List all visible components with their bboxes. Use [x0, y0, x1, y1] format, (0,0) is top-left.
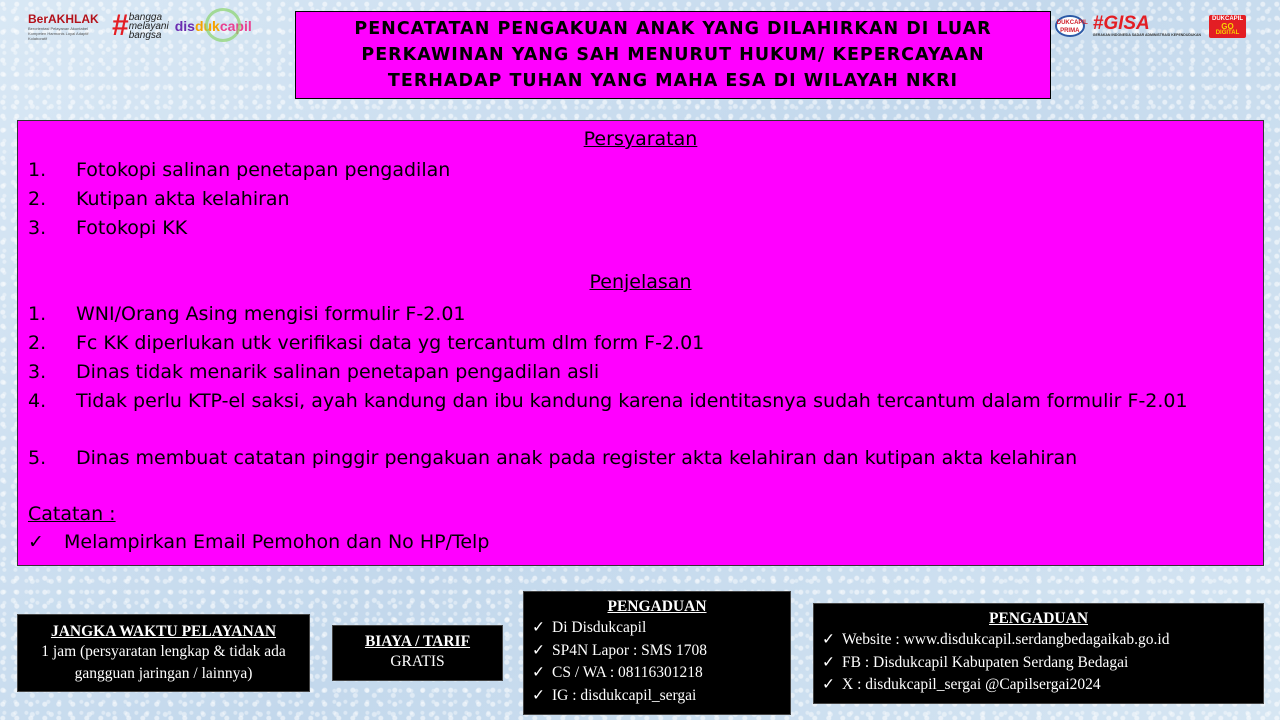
pengaduan-item-text: CS / WA : 08116301218 [552, 664, 703, 681]
check-icon: ✓ [532, 664, 545, 681]
check-icon: ✓ [28, 531, 44, 553]
pengaduan-item [524, 640, 790, 663]
hash-icon: # [112, 9, 129, 42]
dukcapil-prima-logo [1055, 15, 1088, 37]
main-content-box [17, 120, 1264, 566]
bangga-line-2: melayani [128, 20, 169, 32]
item-text: Fc KK diperlukan utk verifikasi data yg tercantum dlm form F-2.01 [76, 332, 705, 354]
title-box [295, 11, 1051, 99]
item-text: Fotokopi KK [76, 217, 188, 239]
biaya-tarif-value: GRATIS [390, 653, 445, 670]
prima-line-2: PRIMA [1060, 28, 1080, 34]
pengaduan-item [814, 629, 1263, 652]
prima-line-1: DUKCAPIL [1056, 20, 1088, 26]
bangga-line-3: bangsa [128, 29, 162, 41]
page-title: PENCATATAN PENGAKUAN ANAK YANG DILAHIRKAN DI LUAR PERKAWINAN YANG SAH MENURUT HUKUM/ KEPERCAYAAN TERHADAP TUHAN YANG MAHA ESA DI WILAYAH NKRI [354, 19, 992, 91]
pengaduan-list [524, 617, 790, 707]
disdukcapil-logo [175, 18, 252, 34]
bangga-line-1: bangga [128, 11, 163, 23]
bangga-text [129, 13, 169, 40]
jangka-waktu-text: 1 jam (persyaratan lengkap & tidak ada gangguan jaringan / lainnya) [41, 643, 286, 682]
dukcapil-go-digital-logo [1209, 15, 1246, 38]
penjelasan-heading: Penjelasan [589, 271, 692, 293]
pengaduan-heading: PENGADUAN [607, 598, 707, 615]
pengaduan-facebook: FB : Disdukcapil Kabupaten Serdang Bedagai [842, 653, 1129, 671]
disdukcapil-part-1: dis [174, 18, 195, 34]
disdukcapil-ring-icon [205, 8, 241, 42]
pengaduan-item [814, 674, 1263, 697]
pengaduan-item-text: SP4N Lapor : SMS 1708 [552, 641, 708, 659]
item-text: WNI/Orang Asing mengisi formulir F-2.01 [76, 303, 466, 325]
berakhlak-text: BerAKHLAK [28, 11, 99, 26]
item-number: 4. [28, 390, 47, 412]
pengaduan-item [524, 685, 790, 708]
item-text: Tidak perlu KTP-el saksi, ayah kandung dan ibu kandung karena identitasnya sudah tercantum dalam formulir F-2.01 [76, 390, 1188, 412]
check-icon: ✓ [822, 676, 835, 693]
pengaduan-item [524, 617, 790, 640]
pengaduan-item [524, 662, 790, 685]
bangga-melayani-bangsa-logo [112, 9, 169, 42]
header-logos-right [1055, 12, 1246, 40]
berakhlak-tagline: Berorientasi Pelayanan Akuntabel Kompeten Harmonis Loyal Adaptif Kolaboratif [28, 25, 89, 41]
item-number: 2. [28, 188, 47, 210]
item-number: 1. [28, 159, 47, 181]
jangka-waktu-box [17, 614, 310, 692]
pengaduan-list [814, 629, 1263, 697]
header-logos-left [28, 10, 252, 42]
pengaduan-x: X : disdukcapil_sergai @Capilsergai2024 [842, 676, 1101, 693]
item-number: 5. [28, 447, 47, 469]
pengaduan-item-text: Di Disdukcapil [552, 619, 647, 636]
disdukcapil-part-2: duk [194, 18, 220, 34]
item-text: Fotokopi salinan penetapan pengadilan [76, 159, 451, 181]
pengaduan-heading: PENGADUAN [988, 610, 1089, 627]
item-text: Kutipan akta kelahiran [76, 188, 290, 210]
catatan-heading: Catatan : [28, 503, 116, 525]
pengaduan-item-text: IG : disdukcapil_sergai [552, 686, 697, 704]
berakhlak-logo [28, 12, 106, 41]
item-number: 1. [28, 303, 47, 325]
pengaduan-website: Website : www.disdukcapil.serdangbedagaikab.go.id [842, 631, 1170, 648]
gisa-tagline: GERAKAN INDONESIA SADAR ADMINISTRASI KEPENDUDUKAN [1092, 33, 1201, 37]
check-icon: ✓ [532, 686, 545, 704]
item-number: 3. [28, 217, 47, 239]
gisa-text: #GISA [1092, 13, 1150, 34]
item-text: Dinas membuat catatan pinggir pengakuan anak pada register akta kelahiran dan kutipan akta kelahiran [76, 447, 1078, 469]
check-icon: ✓ [532, 619, 545, 636]
item-number: 2. [28, 332, 47, 354]
check-icon: ✓ [822, 631, 835, 648]
check-icon: ✓ [532, 641, 545, 659]
check-icon: ✓ [822, 653, 835, 671]
dgd-line-2: GO [1221, 21, 1234, 31]
pengaduan-box-1 [523, 591, 791, 715]
jangka-waktu-heading: JANGKA WAKTU PELAYANAN [50, 623, 277, 640]
pengaduan-box-2 [813, 603, 1264, 704]
disdukcapil-part-3: capil [219, 18, 252, 34]
dgd-line-1: DUKCAPIL [1212, 15, 1243, 22]
catatan-item-text: Melampirkan Email Pemohon dan No HP/Telp [64, 531, 490, 553]
biaya-tarif-box [332, 625, 503, 681]
item-number: 3. [28, 361, 47, 383]
pengaduan-item [814, 652, 1263, 675]
dgd-line-3: DIGITAL [1215, 29, 1240, 36]
persyaratan-heading: Persyaratan [583, 128, 698, 150]
item-text: Dinas tidak menarik salinan penetapan pengadilan asli [76, 361, 600, 383]
biaya-tarif-heading: BIAYA / TARIF [364, 633, 471, 650]
gisa-logo [1093, 15, 1201, 37]
